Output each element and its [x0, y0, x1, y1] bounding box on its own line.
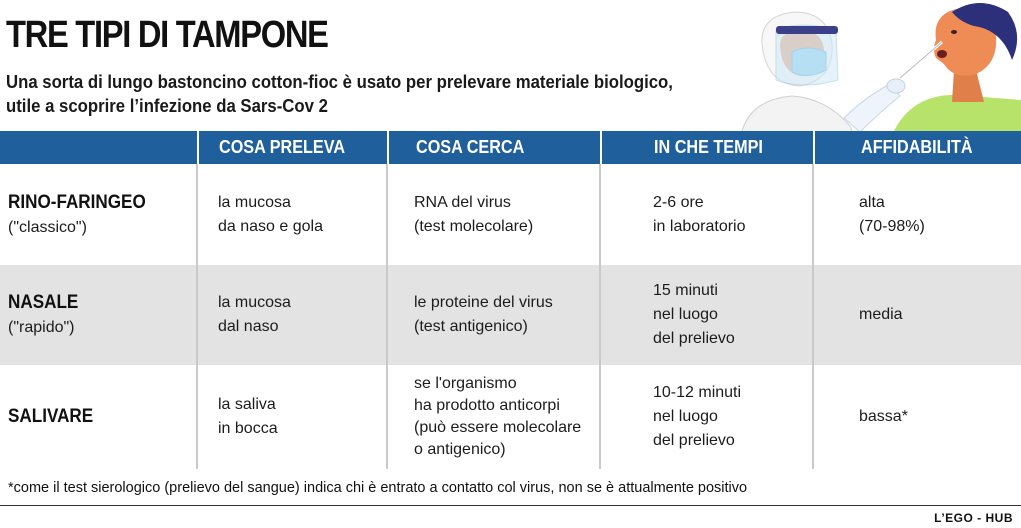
swab-type-cell	[8, 365, 193, 469]
footnote: *come il test sierologico (prelievo del sangue) indica chi è entrato a contatto col virus, non se è attualmente positivo	[8, 480, 748, 496]
swab-type-cell	[8, 164, 193, 265]
affidabilita-cell: bassa*	[859, 408, 908, 425]
column-divider	[196, 164, 198, 469]
column-header-cerca: COSA CERCA	[387, 131, 600, 164]
swab-type-name: SALIVARE	[8, 406, 94, 427]
cerca-cell: le proteine del virus (test antigenico)	[414, 294, 553, 335]
column-header-affidabilita: AFFIDABILITÀ	[813, 131, 1021, 164]
swab-type-note: ("rapido")	[8, 319, 75, 336]
preleva-cell: la mucosa dal naso	[218, 294, 291, 335]
credit: L’EGO - HUB	[934, 511, 1013, 525]
table-header	[0, 131, 1021, 164]
affidabilita-cell: alta (70-98%)	[859, 193, 925, 235]
swab-type-note: ("classico")	[8, 218, 87, 236]
table-row	[0, 365, 1021, 469]
preleva-cell: la saliva in bocca	[218, 396, 278, 437]
table-row	[0, 265, 1021, 365]
subtitle: Una sorta di lungo bastoncino cotton-fioc è usato per prelevare materiale biologico, utile a scoprire l’infezione da Sars-Cov 2	[6, 72, 673, 116]
swab-test-illustration	[740, 0, 1021, 140]
page-title: TRE TIPI DI TAMPONE	[6, 14, 328, 56]
tempi-cell: 10-12 minuti nel luogo del prelievo	[653, 384, 742, 449]
cerca-cell: RNA del virus (test molecolare)	[414, 193, 534, 235]
swab-type-name: NASALE	[8, 292, 79, 313]
column-divider	[812, 164, 814, 469]
tempi-cell: 15 minuti nel luogo del prelievo	[653, 282, 735, 347]
column-divider	[599, 164, 601, 469]
divider	[0, 505, 1021, 506]
tempi-cell: 2-6 ore in laboratorio	[653, 193, 746, 235]
cerca-cell: se l'organismo ha prodotto anticorpi (può essere molecolare o antigenico)	[414, 375, 582, 458]
preleva-cell: la mucosa da naso e gola	[218, 193, 323, 235]
column-header-preleva: COSA PRELEVA	[197, 131, 387, 164]
column-header-tempi: IN CHE TEMPI	[600, 131, 813, 164]
affidabilita-cell: media	[859, 306, 903, 323]
table-row	[0, 164, 1021, 265]
column-divider	[386, 164, 388, 469]
swab-type-cell	[8, 265, 193, 365]
swab-type-name: RINO-FARINGEO	[8, 191, 146, 213]
